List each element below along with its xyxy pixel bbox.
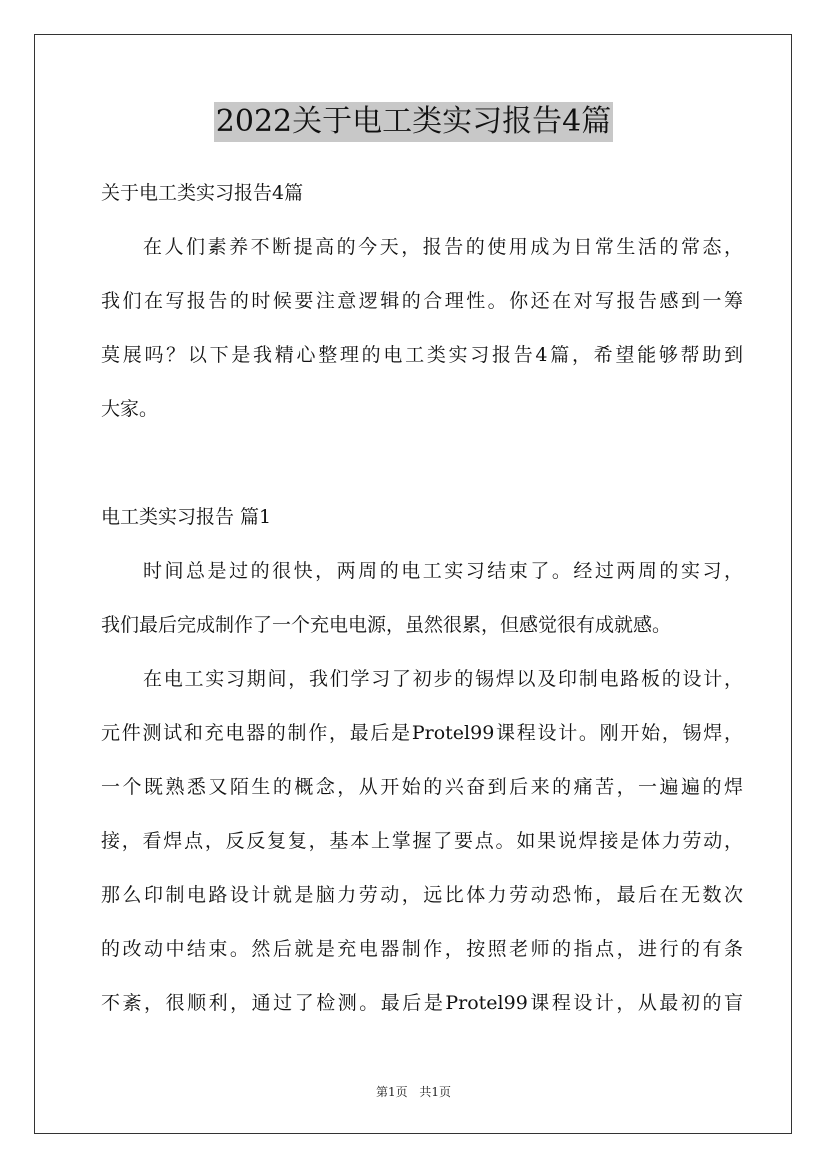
paragraph-line: 一个既熟悉又陌生的概念，从开始的兴奋到后来的痛苦，一遍遍的焊	[101, 776, 743, 798]
intro-line: 大家。	[101, 398, 159, 420]
paragraph-line: 时间总是过的很快，两周的电工实习结束了。经过两周的实习，	[143, 560, 743, 582]
page-number: 第1页	[375, 1085, 408, 1099]
page-total: 共1页	[419, 1085, 452, 1099]
intro-line: 在人们素养不断提高的今天，报告的使用成为日常生活的常态，	[143, 236, 743, 258]
paragraph-line: 元件测试和充电器的制作，最后是Protel99课程设计。刚开始，锡焊，	[101, 722, 743, 744]
document-subtitle: 关于电工类实习报告4篇	[101, 182, 304, 204]
document-title: 2022关于电工类实习报告4篇	[214, 102, 613, 142]
paragraph-line: 在电工实习期间，我们学习了初步的锡焊以及印制电路板的设计，	[143, 668, 743, 690]
section-heading: 电工类实习报告 篇1	[101, 506, 272, 528]
document-body	[101, 166, 743, 1030]
intro-line: 我们在写报告的时候要注意逻辑的合理性。你还在对写报告感到一筹	[101, 290, 743, 312]
paragraph-line: 接，看焊点，反反复复，基本上掌握了要点。如果说焊接是体力劳动，	[101, 830, 743, 852]
paragraph-line: 我们最后完成制作了一个充电电源，虽然很累，但感觉很有成就感。	[101, 614, 672, 636]
paragraph-line: 不紊，很顺利，通过了检测。最后是Protel99课程设计，从最初的盲	[101, 992, 743, 1014]
paragraph-line: 那么印制电路设计就是脑力劳动，远比体力劳动恐怖，最后在无数次	[101, 884, 743, 906]
paragraph-line: 的改动中结束。然后就是充电器制作，按照老师的指点，进行的有条	[101, 938, 743, 960]
title-container	[0, 102, 827, 142]
page-footer	[0, 1083, 827, 1100]
intro-line: 莫展吗？以下是我精心整理的电工类实习报告4篇，希望能够帮助到	[101, 344, 743, 366]
blank-line	[101, 436, 743, 490]
